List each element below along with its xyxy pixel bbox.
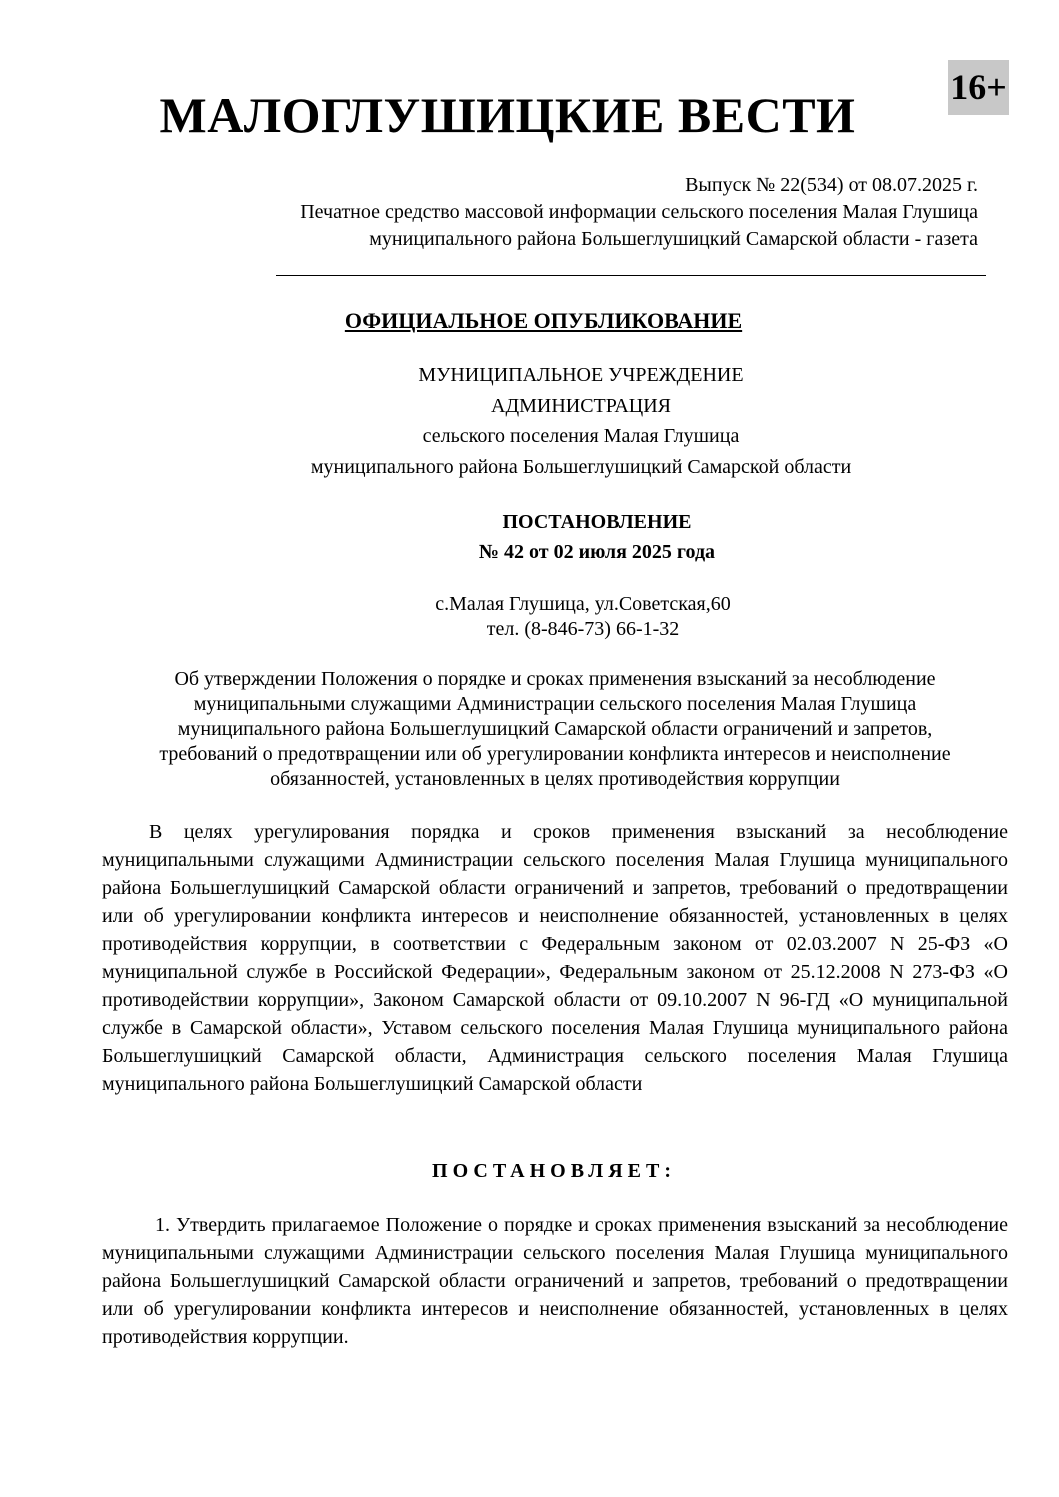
title-line: требований о предотвращении или об урегулировании конфликта интересов и неисполнение <box>159 743 951 765</box>
resolves-heading: ПОСТАНОВЛЯЕТ: <box>432 1160 676 1182</box>
decree-type: ПОСТАНОВЛЕНИЕ <box>502 511 692 533</box>
title-line: Об утверждении Положения о порядке и сроках применения взысканий за несоблюдение <box>174 668 936 690</box>
decree-title <box>100 667 1010 792</box>
decree-item-1: 1. Утвердить прилагаемое Положение о порядке и сроках применения взысканий за несоблюдение муниципальными служащими Администрации сельского поселения Малая Глушица муниципального района Большеглушицкий Самарской области ограничений и запретов, требований о предотвращении или об урегулировании конфликта интересов и неисполнение обязанностей, установленных в целях противодействия коррупции. <box>102 1214 1008 1348</box>
decree-number-date: № 42 от 02 июля 2025 года <box>478 541 716 563</box>
title-line: муниципальными служащими Администрации сельского поселения Малая Глушица <box>193 693 917 715</box>
decree-heading <box>0 507 1059 567</box>
org-line-1: МУНИЦИПАЛЬНОЕ УЧРЕЖДЕНИЕ <box>418 364 744 386</box>
publisher-line-2: муниципального района Большеглушицкий Самарской области - газета <box>369 228 978 250</box>
newspaper-title <box>0 80 1059 150</box>
publisher-line-1: Печатное средство массовой информации сельского поселения Малая Глушица <box>300 201 978 223</box>
issue-info <box>178 172 978 253</box>
title-line: обязанностей, установленных в целях противодействия коррупции <box>270 768 840 790</box>
title-line: муниципального района Большеглушицкий Самарской области ограничений и запретов, <box>177 718 933 740</box>
org-line-2: АДМИНИСТРАЦИЯ <box>491 394 671 417</box>
newspaper-title-text: МАЛОГЛУШИЦКИЕ ВЕСТИ <box>159 87 856 143</box>
age-rating-badge: 16+ <box>948 60 1009 115</box>
organization-block <box>0 360 1059 482</box>
org-line-3: сельского поселения Малая Глушица <box>422 425 740 447</box>
org-line-4: муниципального района Большеглушицкий Самарской области <box>310 455 852 478</box>
issue-number: Выпуск № 22(534) от 08.07.2025 г. <box>685 174 978 196</box>
preamble-paragraph: В целях урегулирования порядка и сроков применения взысканий за несоблюдение муниципальными служащими Администрации сельского поселения Малая Глушица муниципального района Большеглушицкий Самарской области ограничений и запретов, требований о предотвращении или об урегулировании конфликта интересов и неисполнение обязанностей, установленных в целях противодействия коррупции, в соответствии с Федеральным законом от 02.03.2007 N 25-ФЗ «О муниципальной службе в Российской Федерации», Федеральным законом от 25.12.2008 N 273-ФЗ «О противодействии коррупции», Законом Самарской области от 09.10.2007 N 96-ГД «О муниципальной службе в Самарской области», Уставом сельского поселения Малая Глушица муниципального района Большеглушицкий Самарской области, Администрация сельского поселения Малая Глушица муниципального района Большеглушицкий Самарской области <box>102 821 1008 1095</box>
header-divider <box>276 275 986 276</box>
section-heading: ОФИЦИАЛЬНОЕ ОПУБЛИКОВАНИЕ <box>344 308 743 333</box>
address-phone: тел. (8-846-73) 66-1-32 <box>486 618 680 640</box>
address-block <box>0 592 1059 642</box>
address-street: с.Малая Глушица, ул.Советская,60 <box>435 593 731 615</box>
